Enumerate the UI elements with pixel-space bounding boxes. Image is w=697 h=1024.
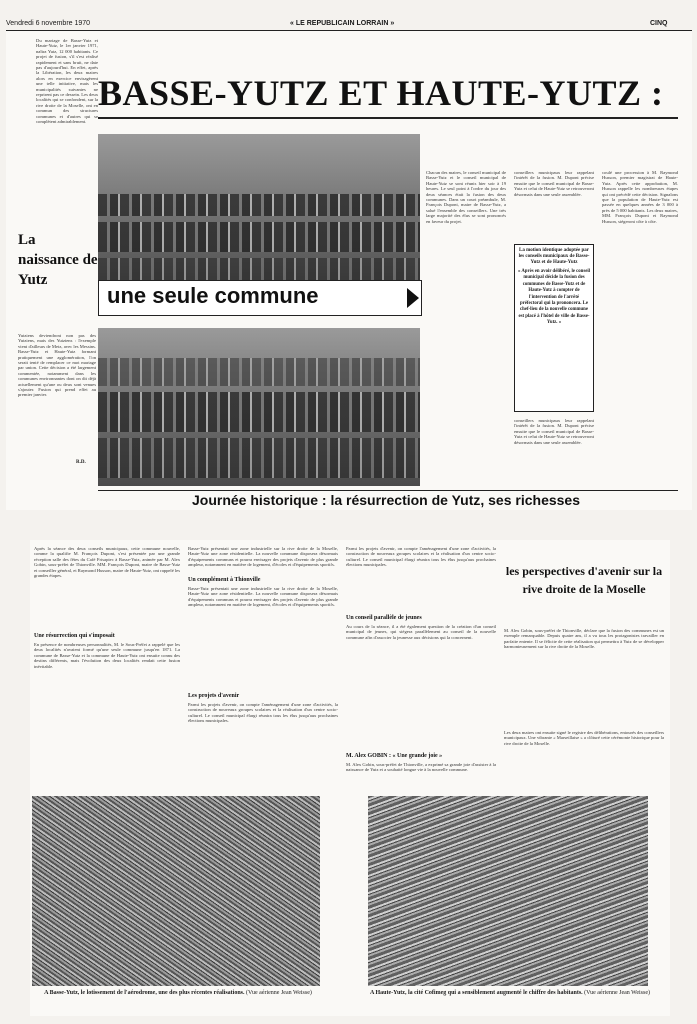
arrow-icon xyxy=(407,288,419,308)
caption-right-credit: (Vue aérienne Jean Weisse) xyxy=(584,990,651,996)
banner-title: Journée historique : la résurrection de Yutz, ses richesses xyxy=(192,492,581,508)
perspectives-heading: les perspectives d'avenir sur la rive droite de la Moselle xyxy=(505,564,663,596)
bottom-text-col3-top: Parmi les projets d'avenir, on compte l'aménagement d'une zone d'activités, la construction de nouveaux groupes scolaires et la réalisation d'un centre socio-culturel. Le conseil municipal élargi réunira tous les élus jusqu'aux prochaines élections municipales. xyxy=(346,546,496,568)
heading-projects: Les projets d'avenir xyxy=(188,693,240,699)
bottom-article-page xyxy=(30,540,670,1016)
text-column-b: conseillers municipaux leur rappelant l'intérêt de la fusion. M. Dupont précise ensuite que le conseil municipal de Basse-Yutz et celui de Haute-Yutz se retrouveront désormais dans une seule assemblée. xyxy=(514,170,594,197)
aerial-photo-basse-yutz xyxy=(32,796,320,986)
bottom-text-col2-top: Basse-Yutz présentait une zone industrielle sur la rive droite de la Moselle, Haute-Yutz une zone résidentielle. La nouvelle commune disposera désormais d'équipements communs et pourra envisager des projets d'avenir de plus grande ampleur, notamment en matière de logement, d'écoles et d'équipements sportifs. xyxy=(188,546,338,568)
left-lower-text: Yutziens deviendront non pas des Yutziens, mais des Yutziens : l'exemple vient d'ailleurs de Metz, avec les Messins. Basse-Yutz et Haute-Yutz formant pratiquement une agglomération, l'on serait tenté de remplacer ce mot mariage par union. Cette décision a été largement commentée, notamment dans les communes environnantes dont on dit déjà actuellement qu'une ou deux sont venues s'ajouter. Fusion qui prend effet au premier janvier. xyxy=(18,333,96,398)
top-article-page xyxy=(6,30,692,510)
caption-left-text: A Basse-Yutz, le lotissement de l'aérodrome, une des plus récentes réalisations. xyxy=(44,990,245,996)
bottom-text-col1: Après la séance des deux conseils municipaux, cette commune nouvelle, comme la qualifie M. François Dupont, s'est présentée par une grande réception salle des fêtes du Café Frisapiec à Basse-Yutz, animée par M. Alex Gobin, sous-préfet de Thionville. MM. François Dupont, maire de Basse-Yutz et conseiller général, et Raymond Husson, maire de Haute-Yutz, ont rappelé les grandes étapes. xyxy=(34,546,180,579)
author-initials: R.D. xyxy=(76,460,86,465)
bottom-text-col4b: Les deux maires ont ensuite signé le registre des délibérations, entourés des conseillers municipaux. Une vibrante « Marseillaise » a clôturé cette cérémonie historique pour la rive droite de la Moselle. xyxy=(504,730,664,746)
main-headline: BASSE-YUTZ ET HAUTE-YUTZ : xyxy=(98,73,664,113)
text-column-a: Chacun des maires, le conseil municipal de Basse-Yutz et le conseil municipal de Haute-Yutz se sont réunis hier soir à 19 heures. Le seul point à l'ordre du jour des deux séances était la fusion des deux communes. Dans un court préambule, M. François Dupont, maire de Basse-Yutz, a salué l'ensemble des conseillers. Une très large majorité des élus se sont prononcés en faveur du projet. xyxy=(426,170,506,224)
side-title: La naissance de Yutz xyxy=(18,232,98,288)
subheadline: une seule commune xyxy=(107,283,319,308)
text-column-c: coulé une procession à M. Raymond Husson, premier magistrat de Haute-Yutz. Après cette approbation, M. Husson rappelle les nombreuses étapes qui ont précédé cette décision. Signalons que la population de Haute-Yutz est passée en quelques années de 3 000 à près de 5 000 habitants. Les deux maires, MM. François Dupont et Raymond Husson, siégeront côte à côte. xyxy=(602,170,678,224)
aerial-photo-haute-yutz xyxy=(368,796,648,986)
intro-text: Du mariage de Basse-Yutz et Haute-Yutz, le 1er janvier 1971, naîtra Yutz, 12 000 habitants. Ce projet de fusion, s'il s'est réalisé rapidement et sans bruit, ne date pas d'aujourd'hui. En effet, après la Libération, les deux maires alors en exercice envisagèrent une telle initiative, mais les municipalités suivantes ne reprirent pas ce dessein. Les deux localités qui se confondent, sur la rive droite de la Moselle, ont en commun des structures communes et d'autres qui se complètent admirablement. xyxy=(36,38,98,125)
caption-right-text: A Haute-Yutz, la cité Cofimeg qui a sensiblement augmenté le chiffre des habitants. xyxy=(370,990,583,996)
newspaper-name: « LE REPUBLICAIN LORRAIN » xyxy=(290,20,395,27)
heading-resurrection: Une résurrection qui s'imposait xyxy=(34,633,115,639)
council-photo-top xyxy=(98,134,420,296)
bottom-text-col2: Basse-Yutz présentait une zone industrielle sur la rive droite de la Moselle, Haute-Yutz une zone résidentielle. La nouvelle commune disposera désormais d'équipements communs et pourra envisager des projets d'avenir de plus grande ampleur, notamment en matière de logement, d'écoles et d'équipements sportifs. xyxy=(188,586,338,608)
bottom-text-col1b: En présence de nombreuses personnalités, M. le Sous-Préfet a rappelé que les deux localités n'avaient formé qu'une seule commune jusqu'en 1871. La commune de Basse-Yutz et la commune de Haute-Yutz ont ensuite connu des destins différents, mais l'évolution des deux localités rendait cette fusion inévitable. xyxy=(34,642,180,669)
caption-left-credit: (Vue aérienne Jean Weisse) xyxy=(246,990,312,996)
heading-complement: Un complément à Thionville xyxy=(188,577,261,583)
subheadline-box xyxy=(98,280,422,316)
heading-youth-council: Un conseil parallèle de jeunes xyxy=(346,615,422,621)
caption-left xyxy=(34,990,322,997)
heading-gobin: M. Alex GOBIN : « Une grande joie » xyxy=(346,753,443,759)
issue-date: Vendredi 6 novembre 1970 xyxy=(6,20,91,27)
bottom-text-col2b: Parmi les projets d'avenir, on compte l'aménagement d'une zone d'activités, la construction de nouveaux groupes scolaires et la réalisation d'un centre socio-culturel. Le conseil municipal élargi réunira tous les élus jusqu'aux prochaines élections municipales. xyxy=(188,702,338,724)
motion-box xyxy=(514,244,594,412)
bottom-text-col3: Au cours de la séance, il a été également question de la création d'un conseil municipal de jeunes, qui siégera parallèlement au conseil de la nouvelle commune afin d'associer la jeunesse aux décisions qui la concernent. xyxy=(346,624,496,640)
council-photo-bottom xyxy=(98,328,420,486)
text-column-b-end: conseillers municipaux leur rappelant l'intérêt de la fusion. M. Dupont précise ensuite que le conseil municipal de Basse-Yutz et celui de Haute-Yutz se retrouveront désormais dans une seule assemblée. xyxy=(514,418,594,445)
caption-right xyxy=(370,990,650,997)
motion-title: La motion identique adoptée par les conseils municipaux de Basse-Yutz et de Haute-Yutz xyxy=(518,248,590,265)
bottom-text-col3b: M. Alex Gobin, sous-préfet de Thionville, a exprimé sa grande joie d'assister à la naissance de Yutz et a souhaité longue vie à la nouvelle commune. xyxy=(346,762,496,773)
bottom-text-col4: M. Alex Gobin, sous-préfet de Thionville, déclare que la fusion des communes est un exemple remarquable. Depuis quatre ans, il a vu tous les protagonistes travailler en parfaite entente. Il se félicite de cette réalisation qui permettra à Yutz de se développer harmonieusement sur la rive droite de la Moselle. xyxy=(504,628,664,650)
motion-body: « Après en avoir délibéré, le conseil municipal décide la fusion des communes de Basse-Yutz et de Haute-Yutz à compter de l'intervention de l'arrêté préfectoral qui la prononcera. Le chef-lieu de la nouvelle commune est placé à l'hôtel de ville de Basse-Yutz. » xyxy=(518,269,590,326)
page-label: CINQ xyxy=(650,20,668,27)
